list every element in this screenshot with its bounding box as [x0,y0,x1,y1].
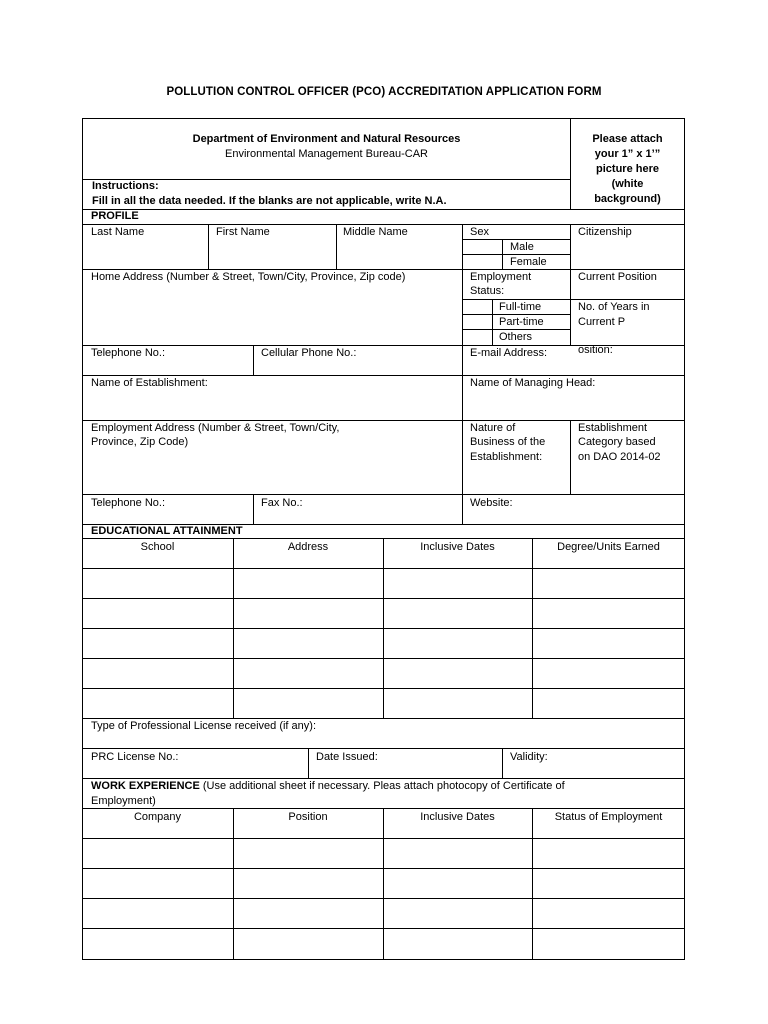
education-col-degree: Degree/Units Earned [557,541,660,553]
work-col-status: Status of Employment [554,811,663,823]
instructions-text: Fill in all the data needed. If the blanks are not applicable, write N.A. [92,195,447,207]
nature-of-business-3: Establishment: [470,451,543,463]
date-issued-field[interactable]: Date Issued: [316,751,378,763]
establishment-category-2: Category based [578,436,656,448]
work-note-line-2: Employment) [91,795,156,807]
female-option[interactable]: Female [510,256,547,268]
department-name: Department of Environment and Natural Resources [192,133,461,145]
employment-address-2: Province, Zip Code) [91,436,189,448]
cellular-field[interactable]: Cellular Phone No.: [261,347,357,359]
bureau-name: Environmental Management Bureau-CAR [225,148,428,160]
work-section-title: WORK EXPERIENCE [91,780,200,792]
photo-note-5: background) [594,193,661,205]
employment-address-1[interactable]: Employment Address (Number & Street, Town/City, [91,422,340,434]
prc-license-field[interactable]: PRC License No.: [91,751,179,763]
profile-section-title: PROFILE [91,210,139,222]
photo-note-4: (white [611,178,644,190]
form-title: POLLUTION CONTROL OFFICER (PCO) ACCREDITATION APPLICATION FORM [166,86,602,98]
nature-of-business-2: Business of the [470,436,546,448]
full-time-option[interactable]: Full-time [499,301,542,313]
photo-note-1: Please attach [592,133,663,145]
instructions-label: Instructions: [92,180,159,192]
education-col-address: Address [287,541,329,553]
home-address-field[interactable]: Home Address (Number & Street, Town/City, Province, Zip code) [91,271,406,283]
photo-note-2: your 1” x 1’” [594,148,661,160]
fax-field[interactable]: Fax No.: [261,497,303,509]
employment-status-label-2: Status: [470,285,505,297]
work-col-company: Company [133,811,182,823]
part-time-option[interactable]: Part-time [499,316,544,328]
middle-name-field[interactable]: Middle Name [343,226,408,238]
work-note-line-1: (Use additional sheet if necessary. Pleas attach photocopy of Certificate of [199,780,565,792]
establishment-category-1[interactable]: Establishment [578,422,648,434]
website-field[interactable]: Website: [470,497,513,509]
citizenship-field[interactable]: Citizenship [578,226,632,238]
validity-field[interactable]: Validity: [510,751,548,763]
male-option[interactable]: Male [510,241,534,253]
establishment-category-3: on DAO 2014-02 [578,451,661,463]
education-section-title: EDUCATIONAL ATTAINMENT [91,525,243,537]
work-col-dates: Inclusive Dates [420,811,495,823]
first-name-field[interactable]: First Name [216,226,270,238]
telephone-field[interactable]: Telephone No.: [91,347,165,359]
email-field[interactable]: E-mail Address: [470,347,548,359]
license-type-field[interactable]: Type of Professional License received (if any): [91,720,317,732]
work-experience-heading [91,779,565,794]
telephone-2-field[interactable]: Telephone No.: [91,497,165,509]
managing-head-field[interactable]: Name of Managing Head: [470,377,596,389]
education-col-dates: Inclusive Dates [420,541,495,553]
last-name-field[interactable]: Last Name [91,226,145,238]
years-in-position-2: Current P [578,316,626,328]
years-in-position-1: No. of Years in [578,301,650,313]
sex-label: Sex [470,226,489,238]
photo-note-3: picture here [596,163,659,175]
nature-of-business-1[interactable]: Nature of [470,422,516,434]
employment-status-label-1: Employment [470,271,532,283]
years-in-position-tail: osition: [578,344,613,356]
education-col-school: School [140,541,175,553]
others-option[interactable]: Others [499,331,533,343]
work-col-position: Position [288,811,328,823]
establishment-field[interactable]: Name of Establishment: [91,377,208,389]
current-position-field[interactable]: Current Position [578,271,657,283]
